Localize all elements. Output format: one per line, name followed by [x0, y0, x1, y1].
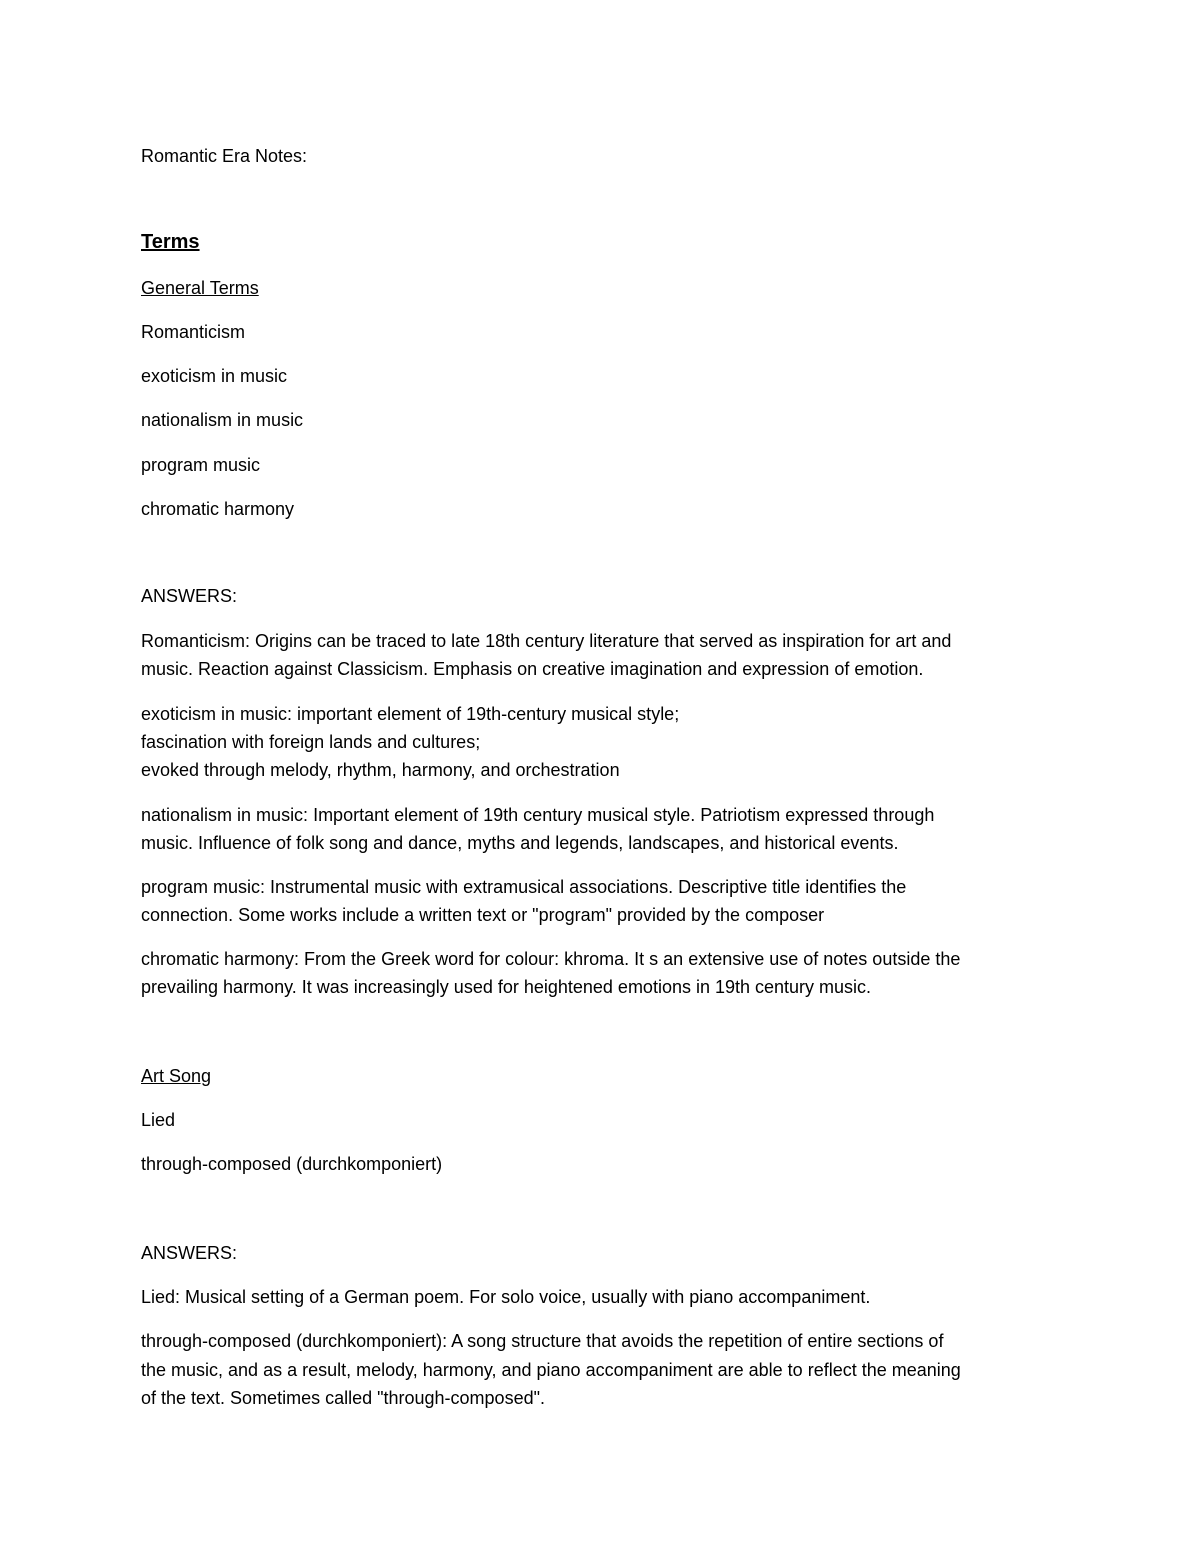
answers-label: ANSWERS: — [141, 586, 238, 606]
answer-line: program music: Instrumental music with extramusical associations. Descriptive title identifies the — [141, 877, 907, 897]
answer-line: chromatic harmony: From the Greek word for colour: khroma. It s an extensive use of notes outside the — [141, 949, 961, 969]
answer-line: exoticism in music: important element of 19th-century musical style; — [141, 704, 680, 724]
answer-line: through-composed (durchkomponiert): A song structure that avoids the repetition of entire sections of — [141, 1331, 944, 1351]
answer-line: music. Reaction against Classicism. Emphasis on creative imagination and expression of emotion. — [141, 659, 924, 679]
art-song-heading: Art Song — [141, 1066, 212, 1086]
answer-line: of the text. Sometimes called "through-composed". — [141, 1388, 545, 1408]
term-item: chromatic harmony — [141, 499, 295, 519]
term-item: Romanticism — [141, 322, 246, 342]
answer-line: Lied: Musical setting of a German poem. For solo voice, usually with piano accompaniment. — [141, 1287, 871, 1307]
answer-line: fascination with foreign lands and cultures; — [141, 732, 481, 752]
term-item: exoticism in music — [141, 366, 288, 386]
terms-heading: Terms — [141, 231, 200, 253]
answer-line: music. Influence of folk song and dance, myths and legends, landscapes, and historical events. — [141, 833, 899, 853]
term-item: Lied — [141, 1110, 176, 1130]
answer-line: the music, and as a result, melody, harmony, and piano accompaniment are able to reflect the meaning — [141, 1360, 961, 1380]
document-title: Romantic Era Notes: — [141, 146, 308, 166]
term-item: program music — [141, 455, 261, 475]
answer-line: Romanticism: Origins can be traced to late 18th century literature that served as inspiration for art and — [141, 631, 952, 651]
general-terms-heading: General Terms — [141, 278, 259, 298]
answer-line: nationalism in music: Important element of 19th century musical style. Patriotism expressed through — [141, 805, 935, 825]
answer-line: evoked through melody, rhythm, harmony, and orchestration — [141, 760, 620, 780]
term-item: nationalism in music — [141, 410, 304, 430]
answers-label: ANSWERS: — [141, 1243, 238, 1263]
term-item: through-composed (durchkomponiert) — [141, 1154, 443, 1174]
answer-line: connection. Some works include a written text or "program" provided by the composer — [141, 905, 825, 925]
answer-line: prevailing harmony. It was increasingly used for heightened emotions in 19th century music. — [141, 977, 872, 997]
